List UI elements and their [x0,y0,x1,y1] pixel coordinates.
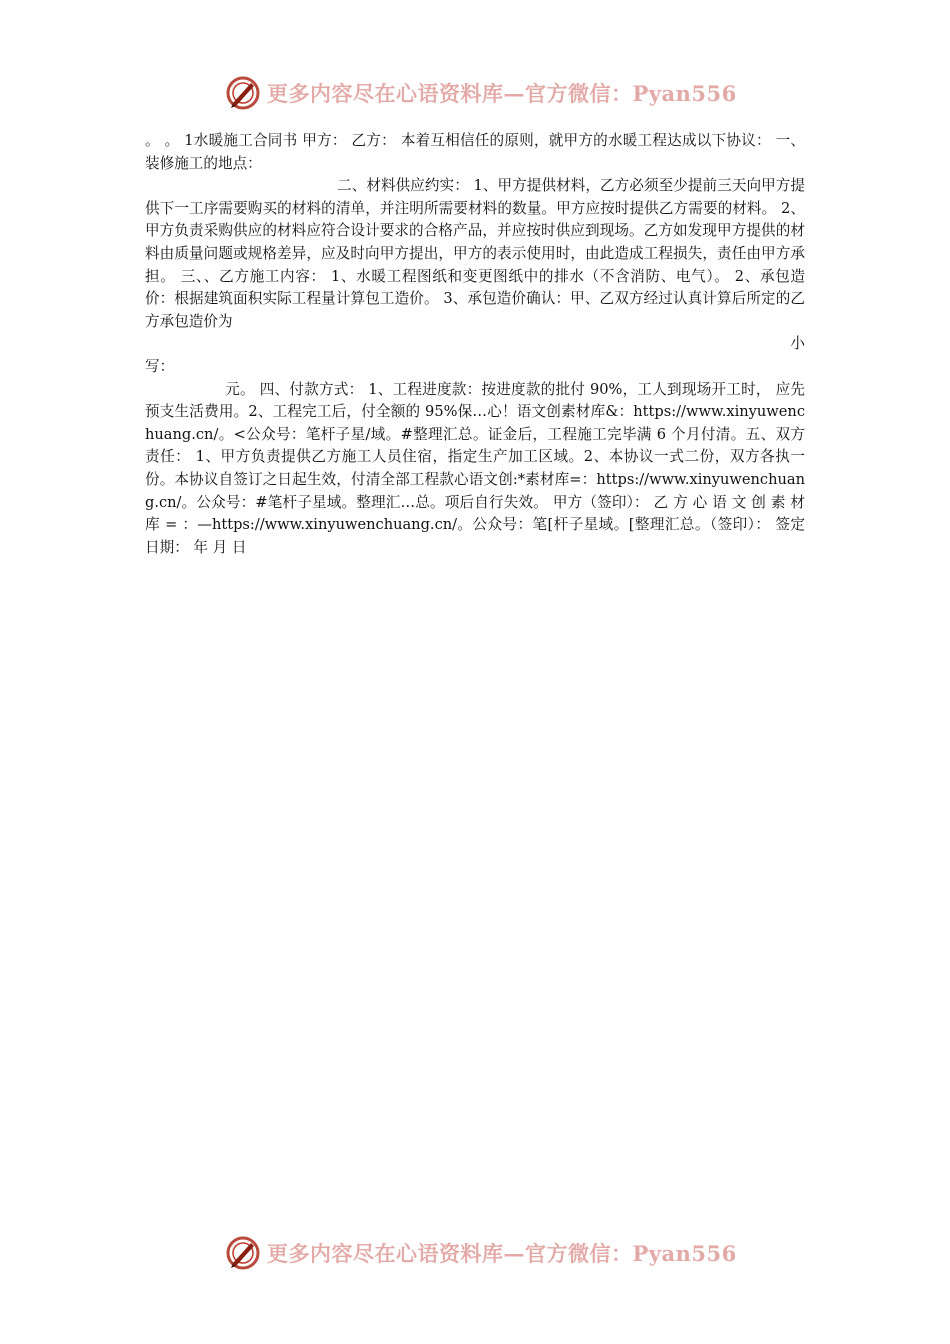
paragraph-payment: 元。 四、付款方式： 1、工程进度款：按进度款的批付 90%，工人到现场开工时， 应先预支生活费用。2、工程完工后，付全额的 95%保…心！语文创素材库&：https://www.xinyuwenchuang.cn/。<公众号：笔杆子星/域。#整理汇总。证金后，工程施工完毕满 6 个月付清。五、双方责任： 1、甲方负责提供乙方施工人员住宿，指定生产加工区域。2、本协议一式二份，双方各执一份。本协议自签订之日起生效，付清全部工程款心语文创:*素材库=：https://www.xinyuwenchuang.cn/。公众号：#笔杆子星域。整理汇…总。项后自行失效。 甲方（签印）： 乙 方 心 语 文 创 素 材 库 = ：—https://www.xinyuwenchuang.cn/。公众号：笔[杆子星域。[整理汇总。（签印）： 签定日期： 年 月 日 [145,380,805,556]
footer-banner [225,1233,737,1273]
paragraph-materials: 二、材料供应约实： 1、甲方提供材料，乙方必须至少提前三天向甲方提供下一工序需要购买的材料的清单，并注明所需要材料的数量。甲方应按时提供乙方需要的材料。 2、甲方负责采购供应的材料应符合设计要求的合格产品，并应按时供应到现场。乙方如发现甲方提供的材料由质量问题或规格差异，应及时向甲方提出，甲方的表示使用时，由此造成工程损失，责任由甲方承担。 三、、乙方施工内容： 1、水暖工程图纸和变更图纸中的排水（不含消防、电气）。 2、承包造价：根据建筑面积实际工程量计算包工造价。 3、承包造价确认：甲、乙双方经过认真计算后所定的乙方承包造价为 [145,177,805,330]
paragraph-intro: 。 。 1水暖施工合同书 甲方： 乙方： 本着互相信任的原则，就甲方的水暖工程达成以下协议： 一、装修施工的地点： [145,132,805,172]
document-body [145,130,805,559]
paragraph-small-char: 小 [790,335,805,353]
banner-text: 更多内容尽在心语资料库—官方微信：Pyan556 [267,81,737,106]
header-banner [225,73,737,113]
banner-text: 更多内容尽在心语资料库—官方微信：Pyan556 [267,1241,737,1266]
pen-logo-icon [225,1235,261,1271]
paragraph-write: 写： [145,357,175,375]
pen-logo-icon [225,75,261,111]
